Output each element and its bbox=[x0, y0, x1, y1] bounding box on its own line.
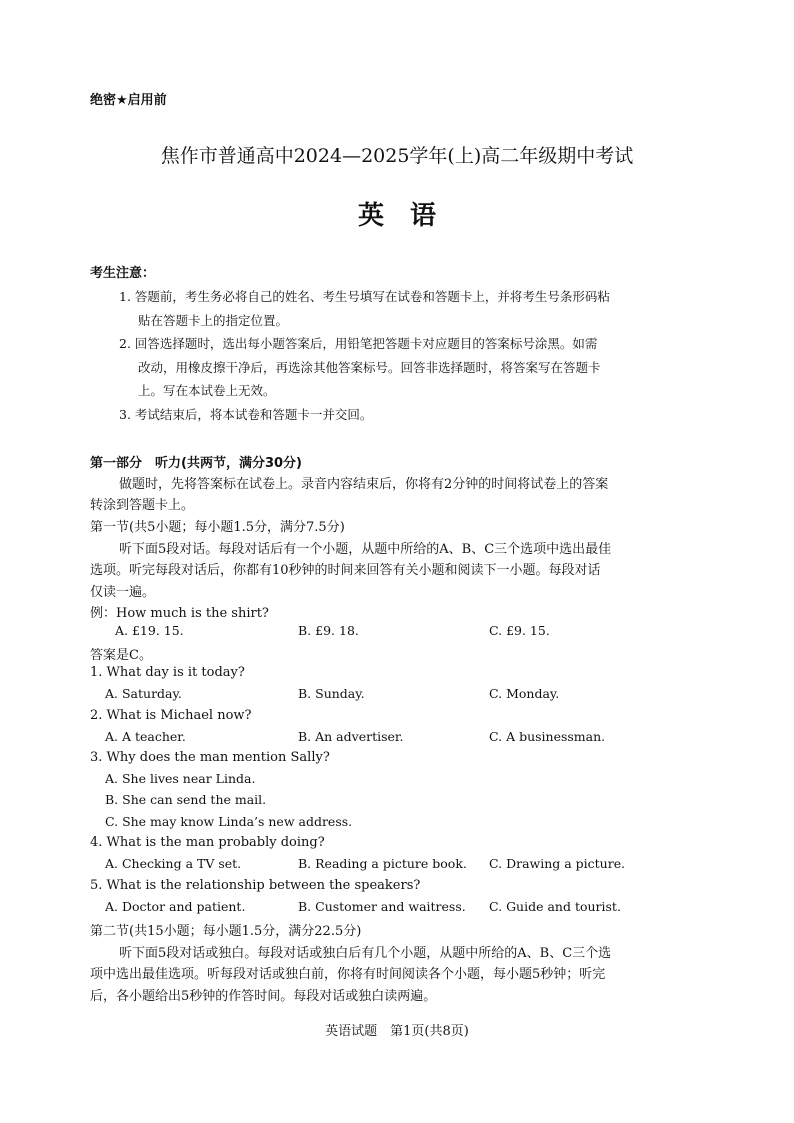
question-3-option-b: B. She can send the mail. bbox=[105, 792, 267, 807]
question-1-option-c: C. Monday. bbox=[489, 686, 560, 701]
example-question: 例：How much is the shirt? bbox=[90, 606, 269, 621]
question-3: 3. Why does the man mention Sally? bbox=[90, 750, 330, 765]
question-5-option-c: C. Guide and tourist. bbox=[489, 899, 621, 914]
section2-heading: 第二节(共15小题；每小题1.5分，满分22.5分) bbox=[90, 924, 362, 939]
question-4: 4. What is the man probably doing? bbox=[90, 835, 325, 850]
notice-item-1-line-2: 贴在答题卡上的指定位置。 bbox=[138, 313, 289, 328]
notice-item-2-line-1: 2. 回答选择题时，选出每小题答案后，用铅笔把答题卡对应题目的答案标号涂黑。如需 bbox=[119, 336, 598, 351]
notice-item-1-line-1: 1. 答题前，考生务必将自己的姓名、考生号填写在试卷和答题卡上，并将考生号条形码粘 bbox=[119, 289, 610, 304]
confidential-mark: 绝密★启用前 bbox=[90, 93, 167, 108]
question-2-option-c: C. A businessman. bbox=[489, 729, 606, 744]
section1-heading: 第一节(共5小题；每小题1.5分，满分7.5分) bbox=[90, 520, 345, 535]
example-option-b: B. £9. 18. bbox=[298, 623, 359, 638]
notice-item-2-line-2: 改动，用橡皮擦干净后，再选涂其他答案标号。回答非选择题时，将答案写在答题卡 bbox=[138, 360, 601, 375]
question-2-option-a: A. A teacher. bbox=[105, 729, 186, 744]
question-3-option-c: C. She may know Linda’s new address. bbox=[105, 814, 353, 829]
exam-title: 焦作市普通高中2024—2025学年(上)高二年级期中考试 bbox=[160, 145, 634, 167]
notice-item-3: 3. 考试结束后，将本试卷和答题卡一并交回。 bbox=[119, 407, 373, 422]
example-option-c: C. £9. 15. bbox=[489, 623, 550, 638]
section2-instr-line-1: 听下面5段对话或独白。每段对话或独白后有几个小题，从题中所给的A、B、C三个选 bbox=[119, 946, 612, 961]
example-option-a: A. £19. 15. bbox=[115, 623, 184, 638]
question-5: 5. What is the relationship between the speakers? bbox=[90, 878, 421, 893]
section1-instr-line-2: 选项。听完每段对话后，你都有10秒钟的时间来回答有关小题和阅读下一小题。每段对话 bbox=[90, 563, 601, 578]
question-1: 1. What day is it today? bbox=[90, 665, 245, 680]
question-4-option-b: B. Reading a picture book. bbox=[298, 856, 467, 871]
subject-title: 英语 bbox=[357, 201, 462, 231]
question-2: 2. What is Michael now? bbox=[90, 708, 252, 723]
question-1-option-b: B. Sunday. bbox=[298, 686, 365, 701]
section2-instr-line-3: 后，各小题给出5秒钟的作答时间。每段对话或独白读两遍。 bbox=[90, 989, 437, 1004]
notice-heading: 考生注意： bbox=[90, 266, 156, 281]
section1-instr-line-1: 听下面5段对话。每段对话后有一个小题，从题中所给的A、B、C三个选项中选出最佳 bbox=[119, 542, 612, 557]
question-1-option-a: A. Saturday. bbox=[105, 686, 182, 701]
question-5-option-b: B. Customer and waitress. bbox=[298, 899, 466, 914]
example-answer: 答案是C。 bbox=[90, 648, 152, 663]
part1-intro-line-1: 做题时，先将答案标在试卷上。录音内容结束后，你将有2分钟的时间将试卷上的答案 bbox=[119, 477, 609, 492]
part1-intro-line-2: 转涂到答题卡上。 bbox=[90, 498, 195, 513]
page-footer: 英语试题 第1页(共8页) bbox=[325, 1024, 469, 1039]
question-4-option-a: A. Checking a TV set. bbox=[105, 856, 242, 871]
question-5-option-a: A. Doctor and patient. bbox=[105, 899, 246, 914]
section1-instr-line-3: 仅读一遍。 bbox=[90, 585, 156, 600]
question-2-option-b: B. An advertiser. bbox=[298, 729, 404, 744]
question-3-option-a: A. She lives near Linda. bbox=[105, 771, 256, 786]
section2-instr-line-2: 项中选出最佳选项。听每段对话或独白前，你将有时间阅读各个小题，每小题5秒钟；听完 bbox=[90, 967, 606, 982]
notice-item-2-line-3: 上。写在本试卷上无效。 bbox=[138, 383, 276, 398]
question-4-option-c: C. Drawing a picture. bbox=[489, 856, 626, 871]
part1-heading: 第一部分 听力(共两节，满分30分) bbox=[90, 456, 302, 471]
